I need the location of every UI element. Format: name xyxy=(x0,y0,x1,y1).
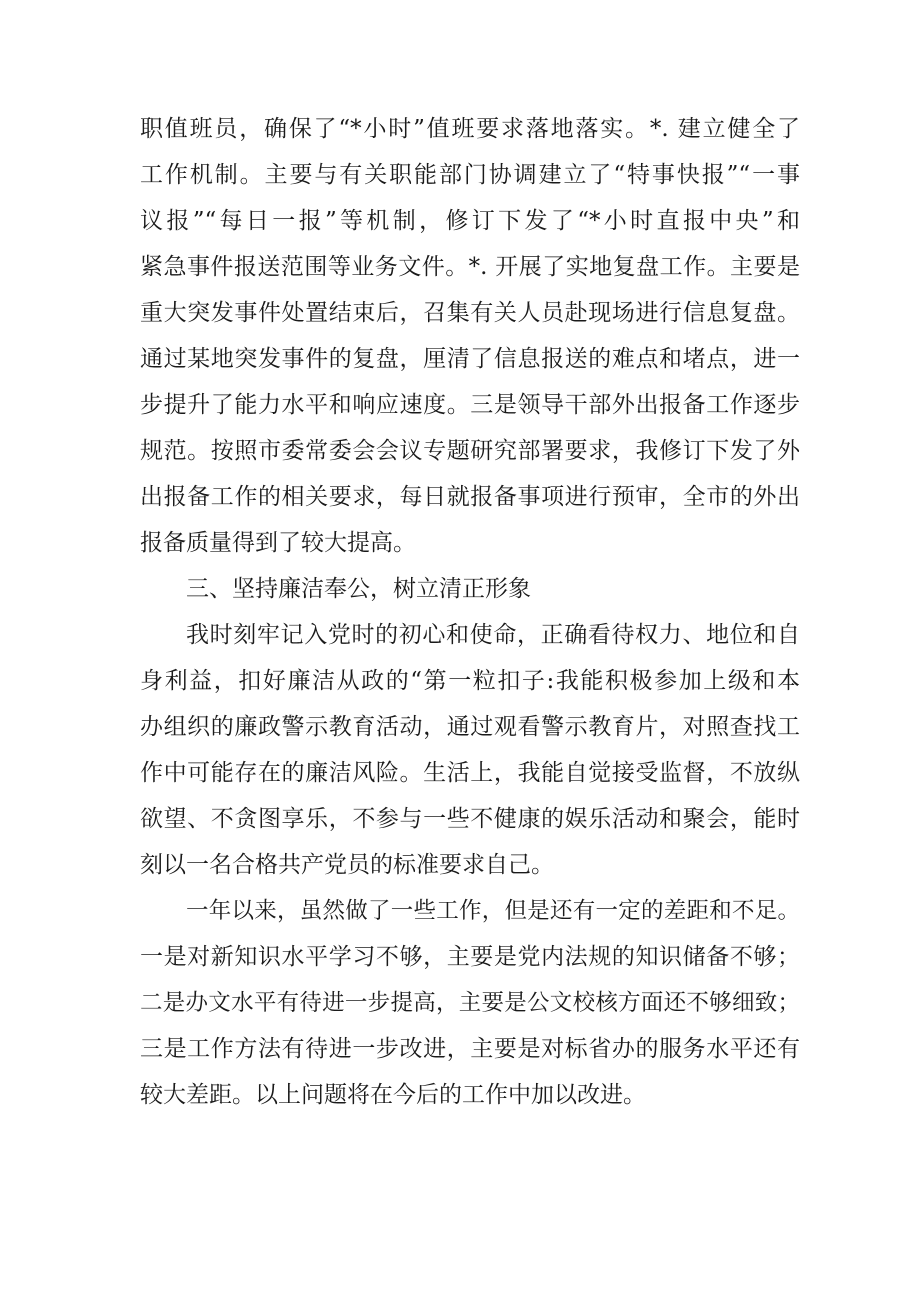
text-line-13: 身利益，扣好廉洁从政的“第一粒扣子:我能积极参加上级和本 xyxy=(140,668,800,694)
text-line-15: 作中可能存在的廉洁风险。生活上，我能自觉接受监督，不放纵 xyxy=(140,760,800,786)
text-line-6: 通过某地突发事件的复盘，厘清了信息报送的难点和堵点，进一 xyxy=(140,346,800,372)
text-line-7: 步提升了能力水平和响应速度。三是领导干部外出报备工作逐步 xyxy=(140,392,800,418)
text-line-8: 规范。按照市委常委会会议专题研究部署要求，我修订下发了外 xyxy=(140,438,800,464)
text-line-17: 刻以一名合格共产党员的标准要求自己。 xyxy=(140,852,554,878)
text-line-22: 较大差距。以上问题将在今后的工作中加以改进。 xyxy=(140,1082,646,1108)
text-line-21: 三是工作方法有待进一步改进，主要是对标省办的服务水平还有 xyxy=(140,1036,800,1062)
text-line-19: 一是对新知识水平学习不够，主要是党内法规的知识储备不够； xyxy=(140,944,800,970)
section-heading: 三、坚持廉洁奉公，树立清正形象 xyxy=(186,576,531,602)
text-line-4: 紧急事件报送范围等业务文件。*. 开展了实地复盘工作。主要是 xyxy=(140,254,800,280)
text-line-5: 重大突发事件处置结束后，召集有关人员赴现场进行信息复盘。 xyxy=(140,300,800,326)
text-line-14: 办组织的廉政警示教育活动，通过观看警示教育片，对照查找工 xyxy=(140,714,800,740)
text-line-18: 一年以来，虽然做了一些工作，但是还有一定的差距和不足。 xyxy=(186,898,800,924)
text-line-10: 报备质量得到了较大提高。 xyxy=(140,530,416,556)
text-line-9: 出报备工作的相关要求，每日就报备事项进行预审，全市的外出 xyxy=(140,484,800,510)
text-line-16: 欲望、不贪图享乐，不参与一些不健康的娱乐活动和聚会，能时 xyxy=(140,806,800,832)
text-line-12: 我时刻牢记入党时的初心和使命，正确看待权力、地位和自 xyxy=(186,622,800,648)
text-line-1: 职值班员，确保了“*小时”值班要求落地落实。*. 建立健全了 xyxy=(140,116,800,142)
text-line-3: 议报”“每日一报”等机制，修订下发了“*小时直报中央”和 xyxy=(140,208,800,234)
text-line-2: 工作机制。主要与有关职能部门协调建立了“特事快报”“一事 xyxy=(140,162,800,188)
text-line-20: 二是办文水平有待进一步提高，主要是公文校核方面还不够细致； xyxy=(140,990,800,1016)
